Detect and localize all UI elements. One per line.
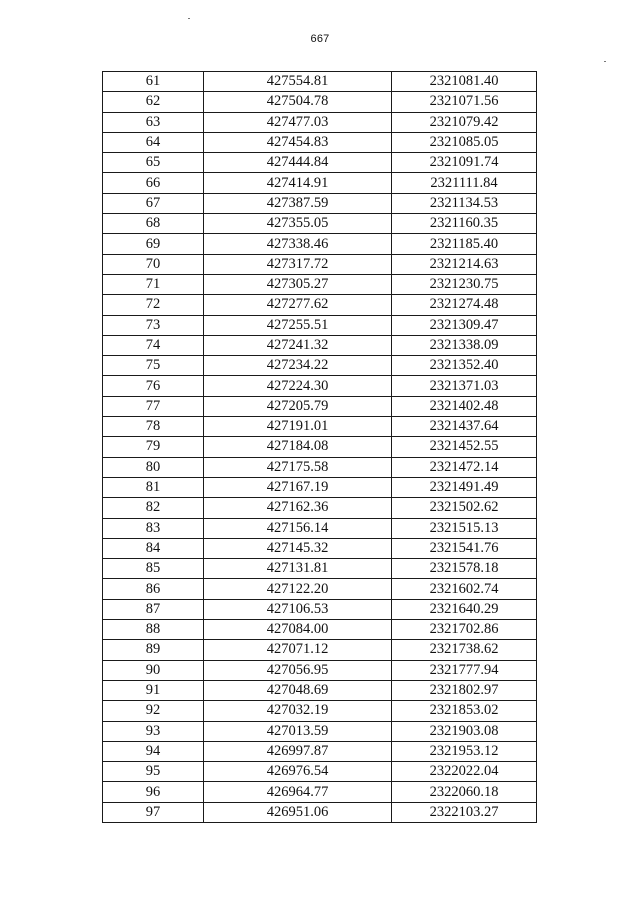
point-number-cell: 71 <box>103 274 204 294</box>
table-row <box>103 112 537 132</box>
table-row <box>103 417 537 437</box>
x-coordinate-cell: 427444.84 <box>204 153 392 173</box>
y-coordinate-cell: 2321274.48 <box>392 295 537 315</box>
point-number-cell: 82 <box>103 498 204 518</box>
y-coordinate-cell: 2321437.64 <box>392 417 537 437</box>
point-number-cell: 76 <box>103 376 204 396</box>
point-number-cell: 91 <box>103 680 204 700</box>
y-coordinate-cell: 2321309.47 <box>392 315 537 335</box>
table-row <box>103 680 537 700</box>
point-number-cell: 78 <box>103 417 204 437</box>
table-row <box>103 335 537 355</box>
point-number-cell: 83 <box>103 518 204 538</box>
y-coordinate-cell: 2321777.94 <box>392 660 537 680</box>
point-number-cell: 87 <box>103 599 204 619</box>
y-coordinate-cell: 2321452.55 <box>392 437 537 457</box>
x-coordinate-cell: 427131.81 <box>204 559 392 579</box>
point-number-cell: 92 <box>103 701 204 721</box>
y-coordinate-cell: 2321702.86 <box>392 620 537 640</box>
point-number-cell: 97 <box>103 802 204 822</box>
table-row <box>103 72 537 92</box>
y-coordinate-cell: 2322103.27 <box>392 802 537 822</box>
x-coordinate-cell: 427032.19 <box>204 701 392 721</box>
table-row <box>103 701 537 721</box>
table-row <box>103 315 537 335</box>
y-coordinate-cell: 2321160.35 <box>392 214 537 234</box>
y-coordinate-cell: 2321953.12 <box>392 741 537 761</box>
x-coordinate-cell: 427414.91 <box>204 173 392 193</box>
y-coordinate-cell: 2321853.02 <box>392 701 537 721</box>
scan-speck <box>604 61 606 62</box>
table-row <box>103 782 537 802</box>
x-coordinate-cell: 427056.95 <box>204 660 392 680</box>
x-coordinate-cell: 427145.32 <box>204 538 392 558</box>
point-number-cell: 94 <box>103 741 204 761</box>
x-coordinate-cell: 427338.46 <box>204 234 392 254</box>
table-row <box>103 559 537 579</box>
table-row <box>103 518 537 538</box>
point-number-cell: 93 <box>103 721 204 741</box>
y-coordinate-cell: 2321402.48 <box>392 396 537 416</box>
table-row <box>103 741 537 761</box>
y-coordinate-cell: 2321903.08 <box>392 721 537 741</box>
x-coordinate-cell: 427355.05 <box>204 214 392 234</box>
table-row <box>103 153 537 173</box>
y-coordinate-cell: 2321802.97 <box>392 680 537 700</box>
x-coordinate-cell: 427048.69 <box>204 680 392 700</box>
y-coordinate-cell: 2321214.63 <box>392 254 537 274</box>
point-number-cell: 69 <box>103 234 204 254</box>
x-coordinate-cell: 427013.59 <box>204 721 392 741</box>
x-coordinate-cell: 427477.03 <box>204 112 392 132</box>
x-coordinate-cell: 427106.53 <box>204 599 392 619</box>
x-coordinate-cell: 427175.58 <box>204 457 392 477</box>
x-coordinate-cell: 427387.59 <box>204 193 392 213</box>
point-number-cell: 63 <box>103 112 204 132</box>
table-row <box>103 579 537 599</box>
table-row <box>103 356 537 376</box>
point-number-cell: 81 <box>103 477 204 497</box>
point-number-cell: 75 <box>103 356 204 376</box>
coordinate-table <box>102 71 537 823</box>
x-coordinate-cell: 427162.36 <box>204 498 392 518</box>
table-row <box>103 274 537 294</box>
y-coordinate-cell: 2321085.05 <box>392 132 537 152</box>
x-coordinate-cell: 427084.00 <box>204 620 392 640</box>
point-number-cell: 65 <box>103 153 204 173</box>
y-coordinate-cell: 2321578.18 <box>392 559 537 579</box>
table-row <box>103 437 537 457</box>
x-coordinate-cell: 426964.77 <box>204 782 392 802</box>
y-coordinate-cell: 2321134.53 <box>392 193 537 213</box>
point-number-cell: 67 <box>103 193 204 213</box>
point-number-cell: 61 <box>103 72 204 92</box>
x-coordinate-cell: 427554.81 <box>204 72 392 92</box>
table-row <box>103 396 537 416</box>
x-coordinate-cell: 426951.06 <box>204 802 392 822</box>
point-number-cell: 96 <box>103 782 204 802</box>
table-row <box>103 295 537 315</box>
point-number-cell: 86 <box>103 579 204 599</box>
y-coordinate-cell: 2321111.84 <box>392 173 537 193</box>
y-coordinate-cell: 2321472.14 <box>392 457 537 477</box>
y-coordinate-cell: 2321091.74 <box>392 153 537 173</box>
table-row <box>103 620 537 640</box>
table-row <box>103 660 537 680</box>
point-number-cell: 95 <box>103 762 204 782</box>
point-number-cell: 73 <box>103 315 204 335</box>
point-number-cell: 72 <box>103 295 204 315</box>
table-row <box>103 721 537 741</box>
x-coordinate-cell: 427317.72 <box>204 254 392 274</box>
point-number-cell: 77 <box>103 396 204 416</box>
x-coordinate-cell: 427071.12 <box>204 640 392 660</box>
table-row <box>103 254 537 274</box>
table-row <box>103 132 537 152</box>
table-row <box>103 193 537 213</box>
point-number-cell: 62 <box>103 92 204 112</box>
y-coordinate-cell: 2321371.03 <box>392 376 537 396</box>
y-coordinate-cell: 2321230.75 <box>392 274 537 294</box>
table-row <box>103 599 537 619</box>
y-coordinate-cell: 2321541.76 <box>392 538 537 558</box>
y-coordinate-cell: 2321338.09 <box>392 335 537 355</box>
y-coordinate-cell: 2321071.56 <box>392 92 537 112</box>
y-coordinate-cell: 2321079.42 <box>392 112 537 132</box>
x-coordinate-cell: 427234.22 <box>204 356 392 376</box>
table-row <box>103 234 537 254</box>
point-number-cell: 90 <box>103 660 204 680</box>
x-coordinate-cell: 426997.87 <box>204 741 392 761</box>
y-coordinate-cell: 2322022.04 <box>392 762 537 782</box>
point-number-cell: 80 <box>103 457 204 477</box>
point-number-cell: 68 <box>103 214 204 234</box>
table-row <box>103 92 537 112</box>
x-coordinate-cell: 427224.30 <box>204 376 392 396</box>
table-row <box>103 173 537 193</box>
point-number-cell: 74 <box>103 335 204 355</box>
x-coordinate-cell: 427122.20 <box>204 579 392 599</box>
point-number-cell: 88 <box>103 620 204 640</box>
point-number-cell: 64 <box>103 132 204 152</box>
y-coordinate-cell: 2321185.40 <box>392 234 537 254</box>
y-coordinate-cell: 2321738.62 <box>392 640 537 660</box>
x-coordinate-cell: 427205.79 <box>204 396 392 416</box>
x-coordinate-cell: 427504.78 <box>204 92 392 112</box>
table-row <box>103 802 537 822</box>
page-number: 667 <box>310 33 330 45</box>
x-coordinate-cell: 427167.19 <box>204 477 392 497</box>
y-coordinate-cell: 2321352.40 <box>392 356 537 376</box>
y-coordinate-cell: 2321640.29 <box>392 599 537 619</box>
point-number-cell: 70 <box>103 254 204 274</box>
point-number-cell: 66 <box>103 173 204 193</box>
y-coordinate-cell: 2321602.74 <box>392 579 537 599</box>
x-coordinate-cell: 427156.14 <box>204 518 392 538</box>
table-row <box>103 457 537 477</box>
table-row <box>103 538 537 558</box>
point-number-cell: 85 <box>103 559 204 579</box>
x-coordinate-cell: 427305.27 <box>204 274 392 294</box>
y-coordinate-cell: 2321502.62 <box>392 498 537 518</box>
y-coordinate-cell: 2321491.49 <box>392 477 537 497</box>
table-row <box>103 498 537 518</box>
x-coordinate-cell: 427191.01 <box>204 417 392 437</box>
point-number-cell: 79 <box>103 437 204 457</box>
x-coordinate-cell: 427241.32 <box>204 335 392 355</box>
table-row <box>103 640 537 660</box>
x-coordinate-cell: 427255.51 <box>204 315 392 335</box>
point-number-cell: 89 <box>103 640 204 660</box>
scan-speck <box>188 18 190 19</box>
point-number-cell: 84 <box>103 538 204 558</box>
table-row <box>103 762 537 782</box>
y-coordinate-cell: 2321081.40 <box>392 72 537 92</box>
y-coordinate-cell: 2322060.18 <box>392 782 537 802</box>
x-coordinate-cell: 427454.83 <box>204 132 392 152</box>
table-row <box>103 214 537 234</box>
coordinate-table-body <box>103 72 537 823</box>
x-coordinate-cell: 427184.08 <box>204 437 392 457</box>
table-row <box>103 376 537 396</box>
y-coordinate-cell: 2321515.13 <box>392 518 537 538</box>
x-coordinate-cell: 427277.62 <box>204 295 392 315</box>
table-row <box>103 477 537 497</box>
x-coordinate-cell: 426976.54 <box>204 762 392 782</box>
